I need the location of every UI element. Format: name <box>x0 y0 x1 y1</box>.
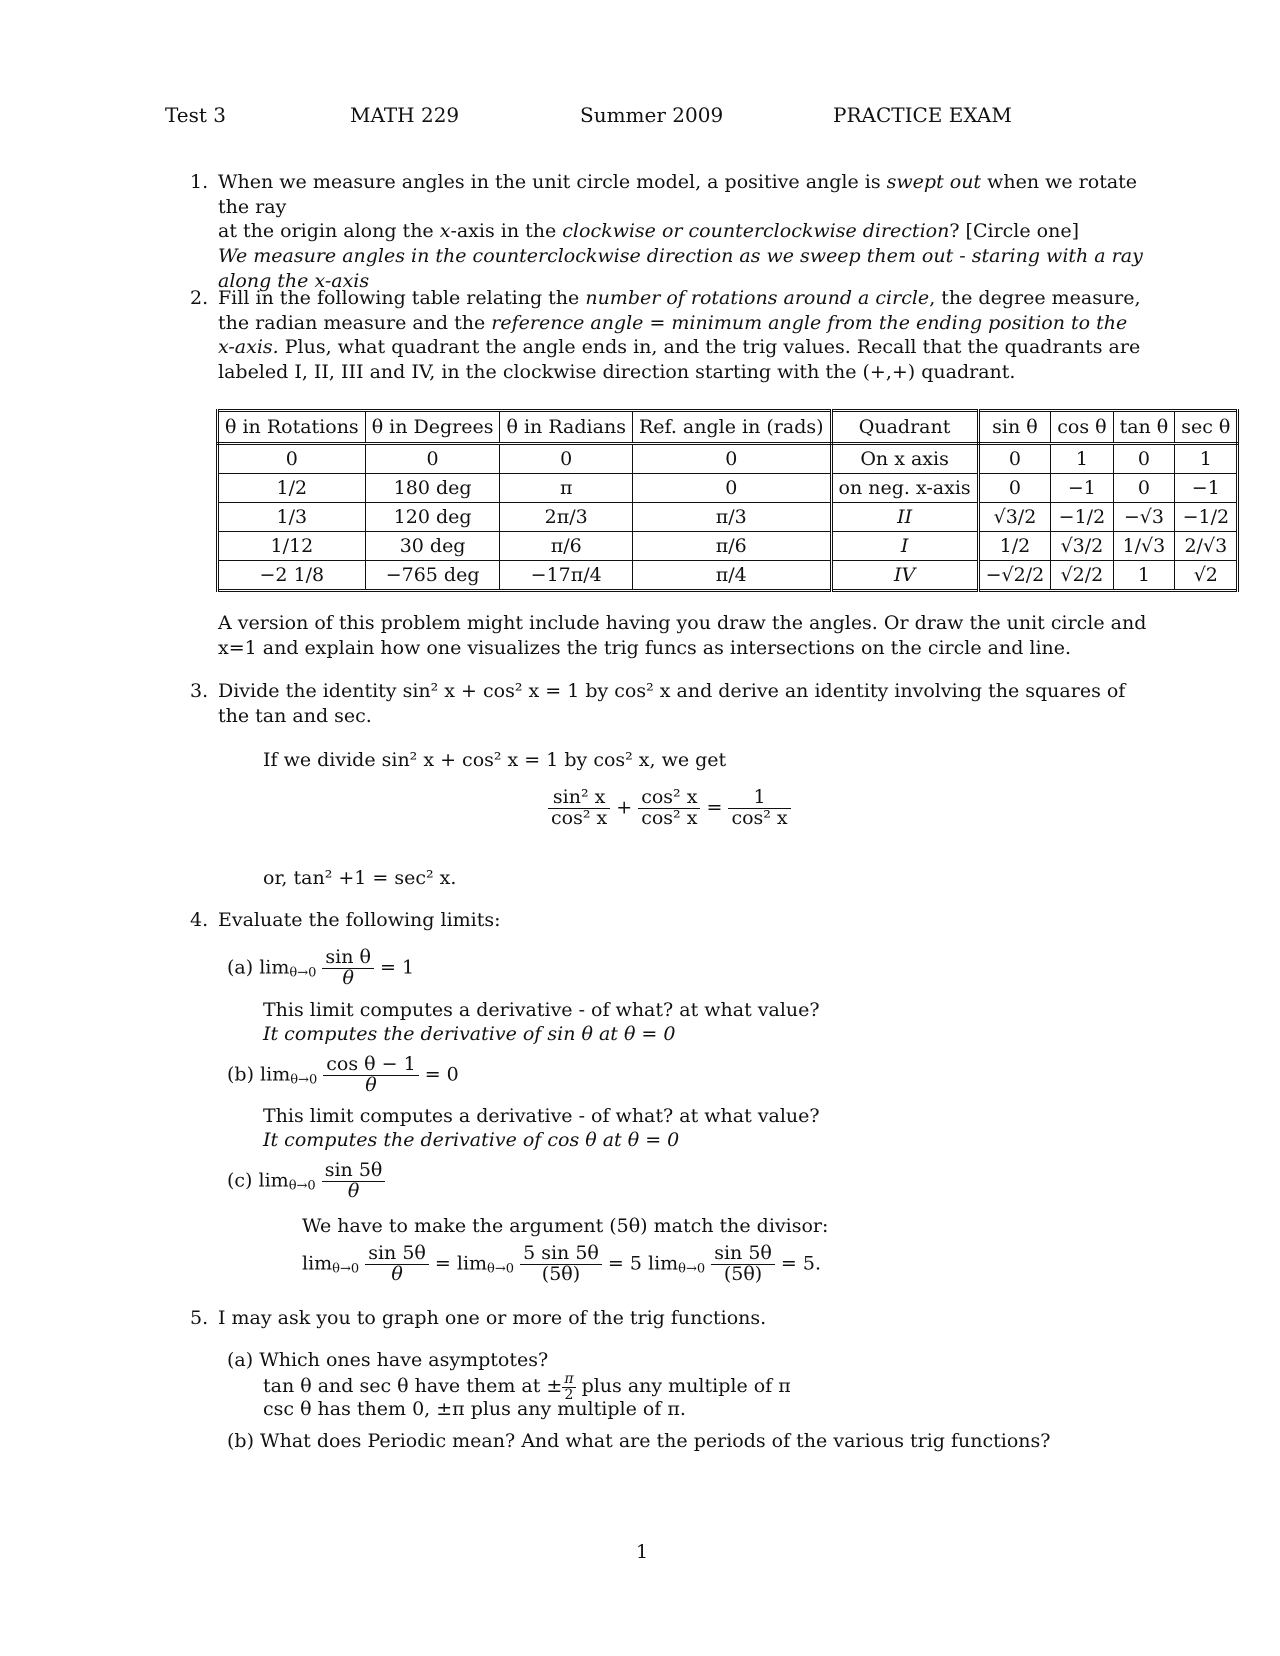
q5-b-question: (b) What does Periodic mean? And what are the periods of the various trig functions? <box>227 1430 1051 1452</box>
table-row: −2 1/8 −765 deg −17π/4 π/4 IV −√2/2 √2/2 1 √2 <box>218 561 1238 591</box>
table-row: 1/12 30 deg π/6 π/6 I 1/2 √3/2 1/√3 2/√3 <box>218 532 1238 561</box>
limit-a-question: This limit computes a derivative - of what? at what value? <box>263 999 820 1021</box>
table-row: 1/3 120 deg 2π/3 π/3 II √3/2 −1/2 −√3 −1/2 <box>218 503 1238 532</box>
q5-a-answer-1: tan θ and sec θ have them at ± $\frac{\pi}{2}$ plus any multiple of π <box>263 1371 791 1403</box>
limit-b: (b) $\lim_{\theta\to 0}$ $\frac{\text{cos θ − 1}}{\theta}$ = 0 <box>227 1053 459 1096</box>
header-test: Test 3 <box>165 103 227 127</box>
limit-c-note: We have to make the argument (5θ) match the divisor: <box>302 1215 829 1237</box>
page-number: 1 <box>636 1541 649 1563</box>
table-header-row <box>218 411 1238 444</box>
header-term: Summer 2009 <box>580 103 724 127</box>
limit-c-equation: $\lim_{\theta\to 0}$ $\frac{\sin 5\theta}{\theta}$ = $\lim_{\theta\to 0}$ $\frac{5 \sin 5\theta}{(5\theta)}$ = 5 $\lim_{\theta\to 0}$ $\frac{\sin 5\theta}{(5\theta)}$ = 5. <box>302 1242 821 1285</box>
question-3-conclusion: or, tan² +1 = sec² x. <box>263 867 457 889</box>
col-radians: θ in Radians <box>500 411 632 444</box>
question-3-equation: $\frac{\text{sin² x}}{\text{cos² x}}$ + $\frac{\text{cos² x}}{\text{cos² x}}$ = $\frac{1}{\text{cos² x}}$ <box>548 788 791 829</box>
q5-a-answer-2: csc θ has them 0, ±π plus any multiple of π. <box>263 1398 686 1420</box>
question-3-intro: If we divide sin² x + cos² x = 1 by cos² x, we get <box>263 749 727 771</box>
question-4: 4. Evaluate the following limits: <box>190 909 501 931</box>
limit-c: (c) $\lim_{\theta\to 0}$ $\frac{\sin 5\theta}{\theta}$ <box>227 1161 385 1202</box>
col-quadrant: Quadrant <box>831 411 978 444</box>
col-cos: cos θ <box>1051 411 1113 444</box>
question-1: 1. When we measure angles in the unit circle model, a positive angle is swept out when we rotate the ray at the origin along the x-axis in the clockwise or counterclockwise direction? [Circle one] We measure angles in the counterclockwise direction as we sweep them out - staring with a ray along the x-axis <box>218 170 1148 293</box>
limit-b-answer: It computes the derivative of cos θ at θ = 0 <box>263 1129 680 1151</box>
limit-a-answer: It computes the derivative of sin θ at θ = 0 <box>263 1023 676 1045</box>
limit-a: (a) $\lim_{\theta\to 0}$ $\frac{\text{sin θ}}{\theta}$ = 1 <box>227 946 415 989</box>
question-5: 5. I may ask you to graph one or more of the trig functions. <box>190 1307 767 1329</box>
header-exam: PRACTICE EXAM <box>833 103 1012 127</box>
col-ref-angle: Ref. angle in (rads) <box>632 411 831 444</box>
question-2-note: A version of this problem might include having you draw the angles. Or draw the unit circle and x=1 and explain how one visualizes the trig funcs as intersections on the circle and line. <box>218 612 1147 659</box>
question-1-answer: We measure angles in the counterclockwise direction as we sweep them out - staring with a ray along the x-axis <box>218 245 1143 292</box>
trig-table <box>216 409 1239 592</box>
col-rotations: θ in Rotations <box>218 411 366 444</box>
col-tan: tan θ <box>1113 411 1175 444</box>
question-2: 2. Fill in the following table relating the number of rotations around a circle, the degree measure, the radian measure and the reference angle = minimum angle from the ending position to the x-axis. Plus, what quadrant the angle ends in, and the trig values. Recall that the quadrants are labeled I, II, III and IV, in the clockwise direction starting with the (+,+) quadrant. <box>190 287 1141 384</box>
col-sec: sec θ <box>1175 411 1238 444</box>
q5-a-question: (a) Which ones have asymptotes? <box>227 1349 549 1371</box>
col-sin: sin θ <box>978 411 1051 444</box>
question-3: 3. Divide the identity sin² x + cos² x = 1 by cos² x and derive an identity involving the squares of the tan and sec. <box>190 680 1126 727</box>
limit-b-question: This limit computes a derivative - of what? at what value? <box>263 1105 820 1127</box>
col-degrees: θ in Degrees <box>365 411 500 444</box>
table-row: 0 0 0 0 On x axis 0 1 0 1 <box>218 444 1238 474</box>
header-course: MATH 229 <box>350 103 460 127</box>
table-row: 1/2 180 deg π 0 on neg. x-axis 0 −1 0 −1 <box>218 474 1238 503</box>
